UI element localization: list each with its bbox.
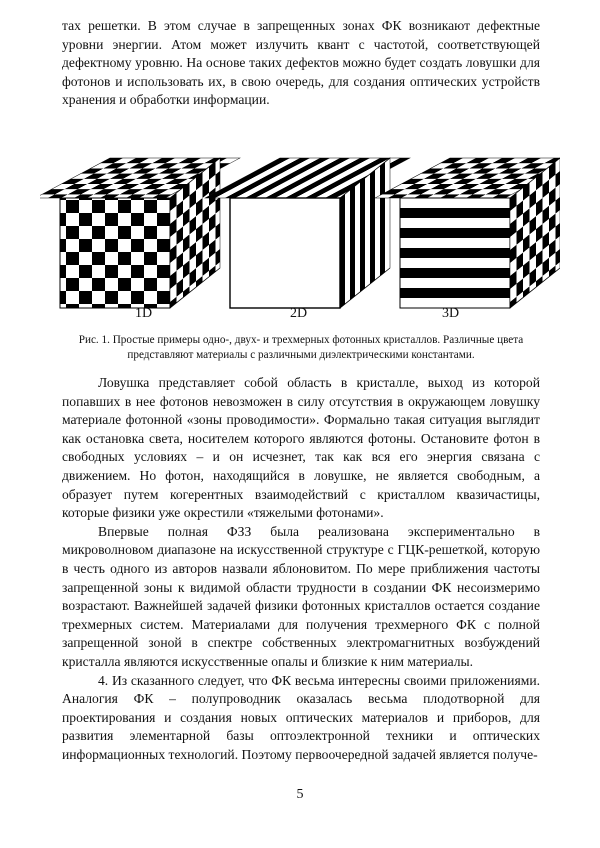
body-text-block (62, 374, 540, 764)
paragraph: тах решетки. В этом случае в запрещенных зонах ФК возникают дефектные уровни энергии. Атом может излучить квант с частотой, соответствующей дефектному уровню. На основе таких дефектов можно будет создать ловушки для фотонов и использовать их, в свою очередь, для создания оптических устройств хранения и обработки информации. (62, 18, 540, 108)
photonic-crystals-figure (40, 148, 560, 328)
cube-3d (375, 158, 560, 308)
label-1d: 1D (135, 306, 153, 321)
cube-1d (40, 158, 240, 308)
label-2d: 2D (290, 306, 308, 321)
page-number: 5 (296, 787, 304, 802)
paragraph: Впервые полная ФЗЗ была реализована экспериментально в микроволновом диапазоне на искусственной структуре с ГЦК-решеткой, которую в честь одного из авторов назвали яблоновитом. По мере приближения частоты запрещенной зоны к видимой области трудности в создании ФК несоизмеримо возрастают. Важнейшей задачей физики фотонных кристаллов остается создание трехмерных систем. Материалами для получения трехмерного ФК с полной запрещенной зоной в спектре собственных электромагнитных возбуждений кристалла являются искусственные опалы и близкие к ним материалы. (62, 523, 540, 669)
paragraph: Ловушка представляет собой область в кристалле, выход из которой попавших в нее фотонов невозможен в силу отсутствия в окружающем ловушку материале фотонной «зоны проводимости». Формально такая ситуация выглядит как остановка света, носителем которого являются фотоны. Остановите фотон в свободных условиях – и он исчезнет, так как вся его энергия связана с движением. Но фотон, находящийся в ловушке, не является свободным, а образует путем когерентных взаимодействий с кристаллом квазичастицы, которые физики уже окрестили «тяжелыми фотонами». (62, 375, 540, 521)
cube-2d (205, 158, 410, 308)
label-3d: 3D (442, 306, 460, 321)
top-text-block (62, 17, 540, 110)
paragraph: 4. Из сказанного следует, что ФК весьма интересны своими приложениями. Аналогия ФК – полупроводник оказалась весьма плодотворной для проектирования и создания новых оптических материалов и приборов, для развития элементарной базы оптоэлектронной техники и оптических информационных технологий. Поэтому первоочередной задачей является получе- (62, 672, 540, 762)
figure-caption: Рис. 1. Простые примеры одно-, двух- и трехмерных фотонных кристаллов. Различные цвета представляют материалы с различными диэлектрическими константами. (78, 334, 524, 361)
